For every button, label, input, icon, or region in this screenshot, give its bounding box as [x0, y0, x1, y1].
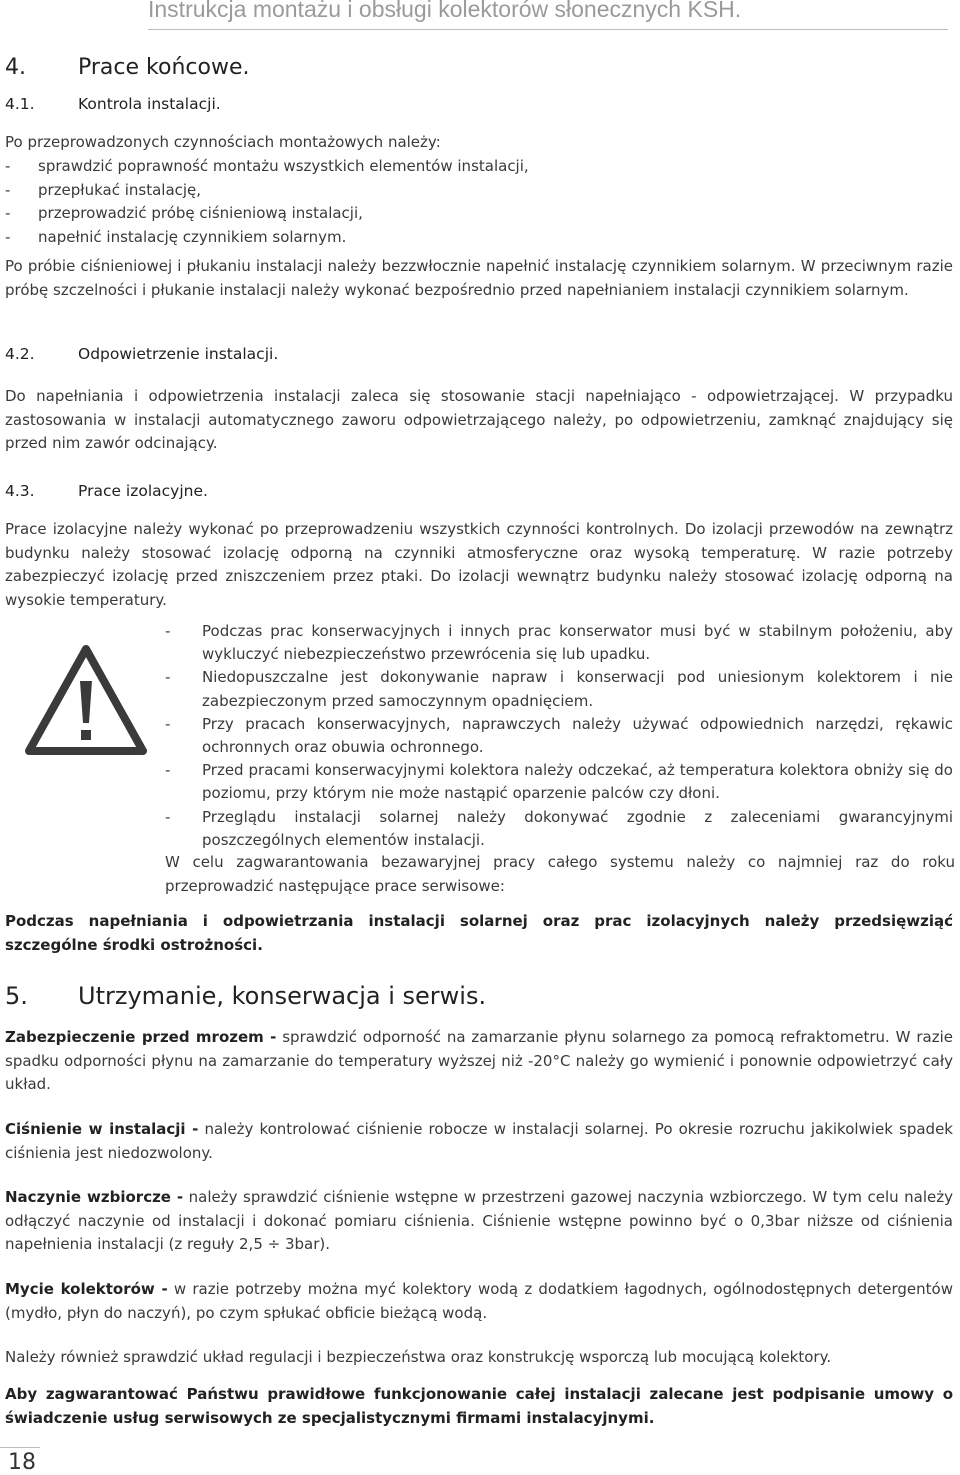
section-4-heading [5, 55, 249, 80]
list-item: - Przeglądu instalacji solarnej należy dokonywać zgodnie z zaleceniami gwarancyjnymi poszczególnych elementów instalacji. [165, 807, 953, 849]
service-intro-paragraph: W celu zagwarantowania bezawaryjnej pracy całego systemu należy co najmniej raz do roku przeprowadzić następujące prace serwisowe: [165, 853, 955, 895]
warning-triangle-icon [25, 645, 147, 755]
footer-divider [0, 1447, 40, 1448]
pressure-paragraph: Ciśnienie w instalacji - należy kontrolować ciśnienie robocze w instalacji solarnej. Po okresie rozruchu jakikolwiek spadek ciśnienia jest niedozwolony. [5, 1120, 953, 1162]
expansion-vessel-paragraph: Naczynie wzbiorcze - należy sprawdzić ciśnienie wstępne w przestrzeni gazowej naczynia wzbiorczego. W tym celu należy odłączyć naczynie od instalacji i dokonać pomiaru ciśnienia. Ciśnienie wstępne powinno być o 0,3bar niższe od ciśnienia napełnienia instalacji (z reguły 2,5 ÷ 3bar). [5, 1188, 953, 1253]
paragraph-lead: Mycie kolektorów - [5, 1280, 168, 1298]
list-item: - Przed pracami konserwacyjnymi kolektora należy odczekać, aż temperatura kolektora obniży się do poziomu, przy którym nie może nastąpić oparzenie palców czy dłoni. [165, 761, 953, 803]
page-number: 18 [8, 1450, 36, 1475]
running-header: Instrukcja montażu i obsługi kolektorów słonecznych KSH. [148, 0, 948, 30]
list-item: - przepłukać instalację, [5, 180, 202, 199]
section-title: Utrzymanie, konserwacja i serwis. [78, 982, 487, 1010]
section-number: 5. [5, 982, 28, 1010]
paragraph-lead: Naczynie wzbiorcze - [5, 1188, 184, 1206]
subsection-4-2-heading [5, 345, 278, 363]
subsection-number: 4.2. [5, 345, 35, 363]
venting-paragraph: Do napełniania i odpowietrzenia instalacji zaleca się stosowanie stacji napełniająco - odpowietrzającej. W przypadku zastosowania w instalacji automatycznego zaworu odpowietrzającego należy, po odpowietrzeniu, zamknąć znajdujący się przed nim zawór odcinający. [5, 387, 953, 452]
list-item: - Przy pracach konserwacyjnych, naprawczych należy używać odpowiednich narzędzi, rękawic ochronnych oraz obuwia ochronnego. [165, 714, 953, 757]
section-5-heading [5, 982, 486, 1010]
rinse-note-paragraph: Po próbie ciśnieniowej i płukaniu instalacji należy bezzwłocznie napełnić instalację czynnikiem solarnym. W przeciwnym razie próbę szczelności i płukanie instalacji należy wykonać bezpośrednio przed napełnianiem instalacji czynnikiem solarnym. [5, 257, 953, 299]
list-item: - Podczas prac konserwacyjnych i innych prac konserwator musi być w stabilnym położeniu, aby wykluczyć niebezpieczeństwo przewrócenia się lub upadku. [165, 622, 953, 664]
subsection-number: 4.3. [5, 482, 35, 500]
subsection-title: Odpowietrzenie instalacji. [78, 345, 279, 363]
subsection-number: 4.1. [5, 95, 35, 113]
collector-cleaning-paragraph: Mycie kolektorów - w razie potrzeby można myć kolektory wodą z dodatkiem łagodnych, ogólnodostępnych detergentów (mydło, płyn do naczyń), po czym spłukać obficie bieżącą wodą. [5, 1280, 953, 1322]
list-item: - sprawdzić poprawność montażu wszystkich elementów instalacji, [5, 157, 529, 175]
section-number: 4. [5, 55, 26, 80]
service-contract-note: Aby zagwarantować Państwu prawidłowe funkcjonowanie całej instalacji zalecane jest podpisanie umowy o świadczenie usług serwisowych ze specjalistycznymi firmami instalacyjnymi. [5, 1385, 953, 1427]
control-checklist [5, 155, 529, 249]
subsection-4-1-heading [5, 95, 221, 113]
subsection-title: Kontrola instalacji. [78, 95, 221, 113]
list-item: - przeprowadzić próbę ciśnieniową instalacji, [5, 204, 363, 222]
list-item: - Niedopuszczalne jest dokonywanie napraw i konserwacji pod uniesionym kolektorem i nie zabezpieczonym przed samoczynnym opadnięciem. [165, 668, 953, 710]
list-item: - napełnić instalację czynnikiem solarnym. [5, 227, 347, 246]
subsection-title: Prace izolacyjne. [78, 482, 208, 500]
precaution-note: Podczas napełniania i odpowietrzania instalacji solarnej oraz prac izolacyjnych należy przedsięwziąć szczególne środki ostrożności. [5, 912, 953, 954]
regulation-check-paragraph: Należy również sprawdzić układ regulacji i bezpieczeństwa oraz konstrukcję wsporczą lub mocującą kolektory. [5, 1348, 832, 1366]
paragraph-lead: Zabezpieczenie przed mrozem - [5, 1028, 277, 1046]
section-title: Prace końcowe. [78, 55, 250, 80]
safety-warning-list [165, 620, 953, 852]
insulation-paragraph: Prace izolacyjne należy wykonać po przeprowadzeniu wszystkich czynności kontrolnych. Do izolacji przewodów na zewnątrz budynku należy stosować izolację odporną na czynniki atmosferyczne oraz wysoką temperaturę. W razie potrzeby zabezpieczyć izolację przed zniszczeniem przez ptaki. Do izolacji wewnątrz budynku należy stosować izolację odporną na wysokie temperatury. [5, 520, 953, 609]
subsection-4-3-heading [5, 482, 208, 500]
paragraph-lead: Ciśnienie w instalacji - [5, 1120, 199, 1138]
intro-paragraph: Po przeprowadzonych czynnościach montażowych należy: [5, 133, 441, 151]
frost-protection-paragraph: Zabezpieczenie przed mrozem - sprawdzić odporność na zamarzanie płynu solarnego za pomocą refraktometru. W razie spadku odporności płynu na zamarzanie do temperatury wyższej niż -20°C należy go wymienić i ponownie odpowietrzyć cały układ. [5, 1028, 954, 1093]
